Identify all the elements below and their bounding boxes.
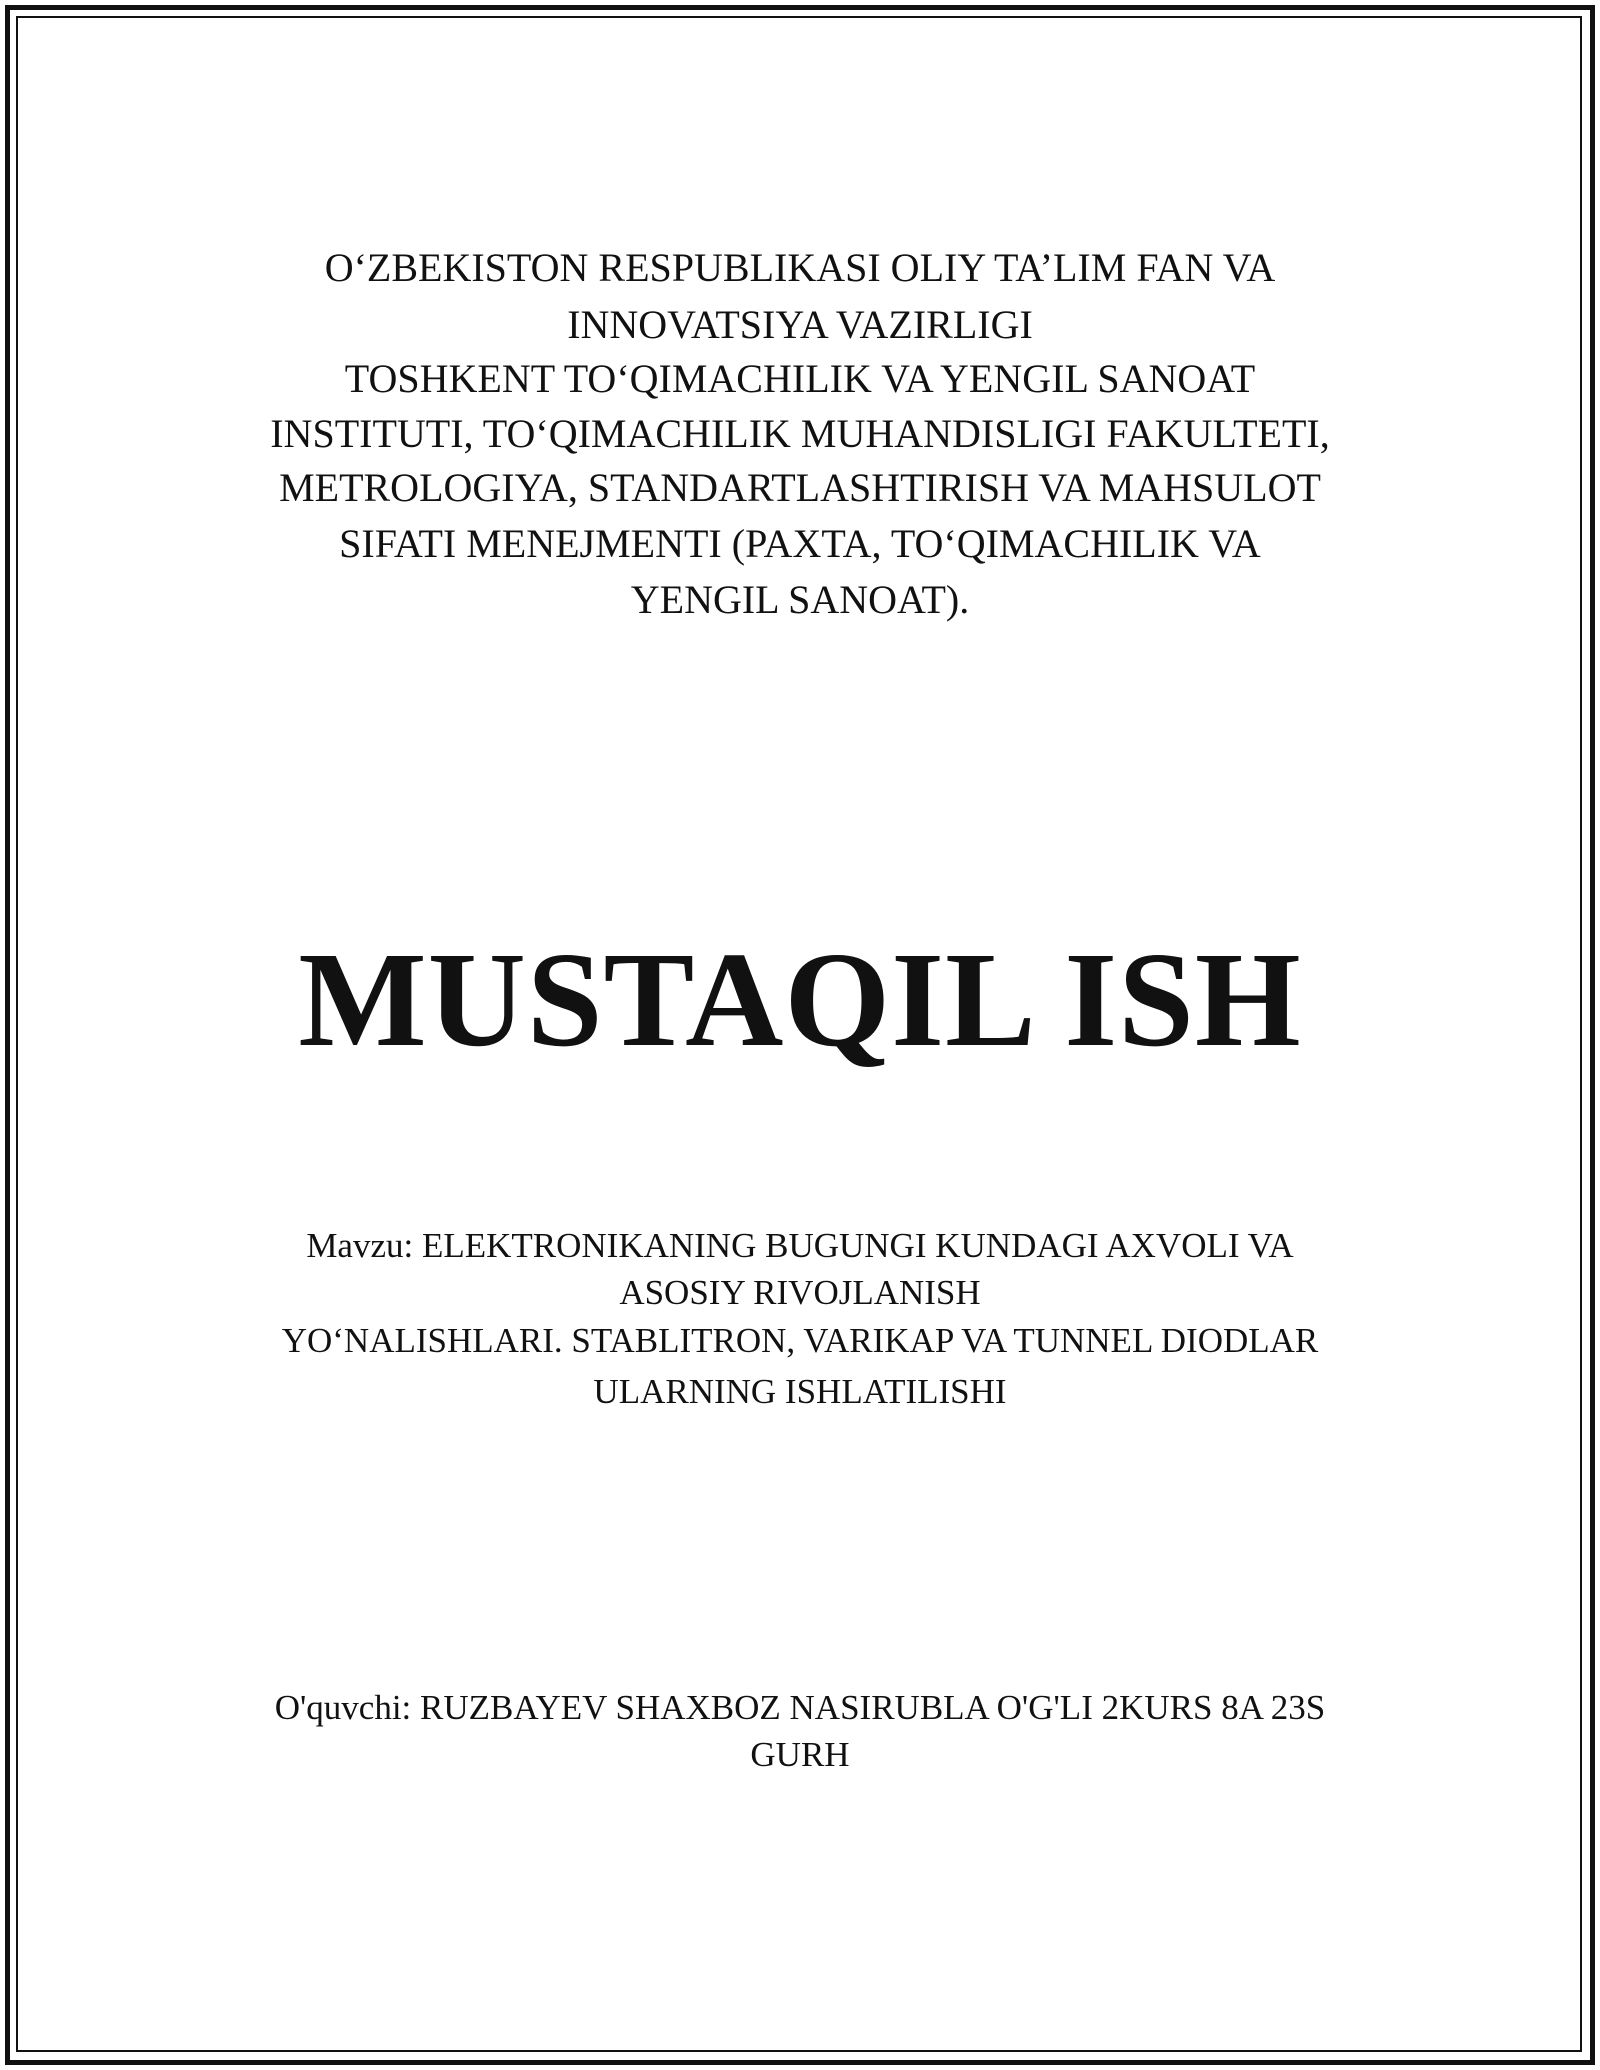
header-line: SIFATI MENEJMENTI (PAXTA, TO‘QIMACHILIK VA (339, 521, 1261, 566)
document-title: MUSTAQIL ISH (298, 925, 1302, 1075)
student-line: GURH (750, 1735, 850, 1774)
header-line: INNOVATSIYA VAZIRLIGI (567, 302, 1033, 347)
header-line: METROLOGIYA, STANDARTLASHTIRISH VA MAHSULOT (279, 465, 1321, 510)
topic-line: ULARNING ISHLATILISHI (593, 1372, 1007, 1411)
header-line: YENGIL SANOAT). (630, 577, 970, 622)
topic-line: Mavzu: ELEKTRONIKANING BUGUNGI KUNDAGI AXVOLI VA (306, 1226, 1294, 1265)
header-line: O‘ZBEKISTON RESPUBLIKASI OLIY TA’LIM FAN VA (324, 245, 1276, 290)
header-line: INSTITUTI, TO‘QIMACHILIK MUHANDISLIGI FAKULTETI, (270, 411, 1330, 456)
topic-line: YO‘NALISHLARI. STABLITRON, VARIKAP VA TUNNEL DIODLAR (281, 1321, 1319, 1360)
header-line: TOSHKENT TO‘QIMACHILIK VA YENGIL SANOAT (344, 356, 1256, 401)
topic-line: ASOSIY RIVOJLANISH (619, 1273, 981, 1312)
student-line: O'quvchi: RUZBAYEV SHAXBOZ NASIRUBLA O'G'LI 2KURS 8A 23S (274, 1688, 1326, 1727)
